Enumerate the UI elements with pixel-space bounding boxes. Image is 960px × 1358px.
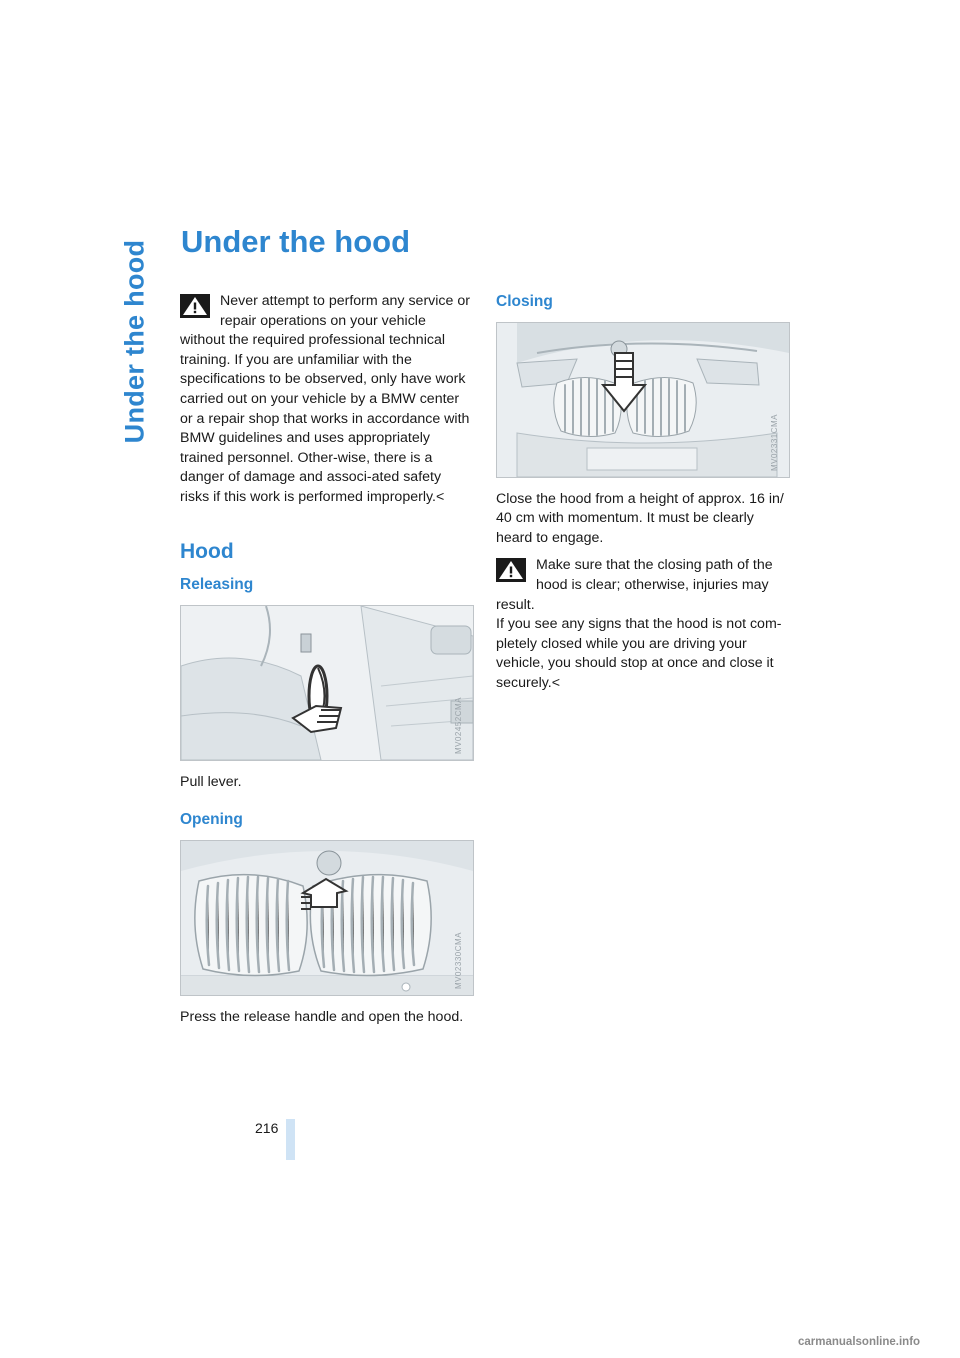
- closing-warning: [496, 556, 790, 693]
- warning-icon: [496, 558, 526, 582]
- hood-release-lever-illustration: [181, 606, 473, 760]
- closing-warning-text-2: If you see any signs that the hood is not com-pletely closed while you are driving your vehicle, you should stop at once and close it securely.: [496, 616, 782, 691]
- intro-warning-text: Never attempt to perform any service or repair operations on your vehicle without the required professional technical training. If you are unfamiliar with the specifications to be observed, only have work carried out on your vehicle by a BMW center or a repair shop that works in accordance with BMW guidelines and uses appropriately trained personnel. Other-wise, there is a danger of damage and associ-ated safety risks if this work is performed improperly.: [180, 293, 470, 505]
- releasing-figure: [180, 605, 474, 761]
- opening-figure: [180, 840, 474, 996]
- end-mark: <: [551, 674, 561, 691]
- page-number-bar: [286, 1119, 295, 1160]
- figure-code: MV02452CMA: [454, 696, 464, 754]
- intro-warning: [180, 292, 474, 508]
- releasing-heading: Releasing: [180, 576, 254, 594]
- closing-figure: [496, 322, 790, 478]
- closing-heading: Closing: [496, 293, 553, 310]
- closing-text: Close the hood from a height of approx. 16 in/ 40 cm with momentum. It must be clearly heard to engage.: [496, 490, 784, 546]
- releasing-text: Pull lever.: [180, 773, 242, 790]
- figure-code: MV02331CMA: [770, 413, 780, 471]
- left-column: [180, 292, 474, 1028]
- end-mark: <: [435, 488, 445, 505]
- opening-text: Press the release handle and open the hood.: [180, 1008, 464, 1025]
- side-tab: [118, 226, 152, 456]
- side-tab-label: Under the hood: [119, 239, 150, 443]
- opening-heading: Opening: [180, 811, 243, 829]
- hood-heading: Hood: [180, 539, 234, 563]
- page-number: 216: [255, 1120, 279, 1136]
- page-title: Under the hood: [181, 224, 411, 259]
- closing-warning-text-1: Make sure that the closing path of the hood is clear; otherwise, injuries may result.: [496, 557, 773, 613]
- warning-icon: [180, 294, 210, 318]
- figure-code: MV02330CMA: [454, 931, 464, 989]
- right-column: [496, 292, 790, 694]
- hood-closing-illustration: [497, 323, 789, 477]
- footer-watermark: carmanualsonline.info: [798, 1336, 921, 1348]
- kidney-grille-illustration: [181, 841, 473, 995]
